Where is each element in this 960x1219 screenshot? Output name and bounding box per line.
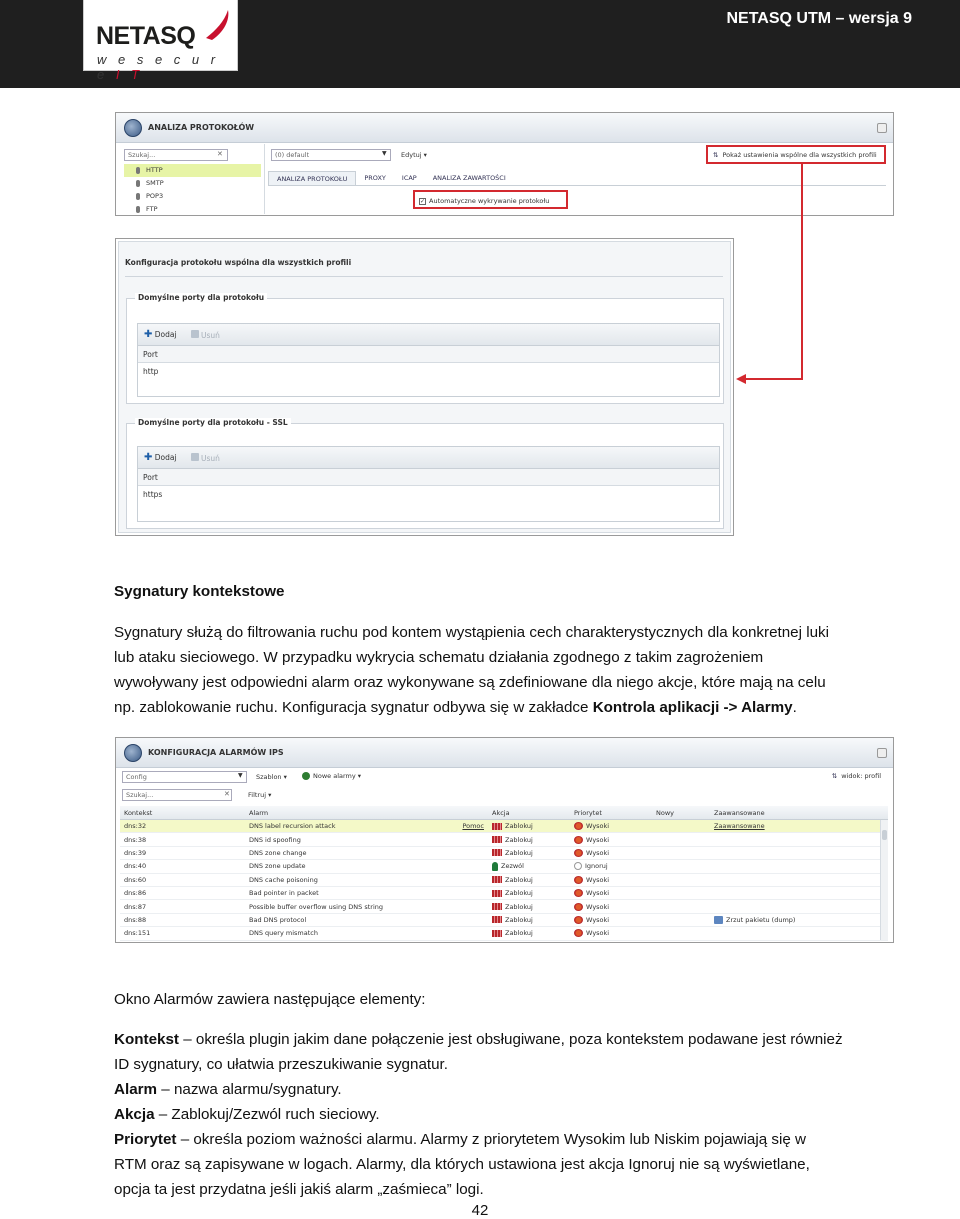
logo-brand: NETASQ [96, 22, 196, 50]
definition: – określa poziom ważności alarmu. Alarmy z priorytetem Wysokim lub Niskim pojawiają się w [176, 1131, 806, 1148]
action-cell[interactable] [488, 876, 570, 884]
priority-high-icon [574, 822, 583, 830]
arrow-connector [730, 160, 810, 390]
ssl-ports-group [126, 418, 724, 529]
template-menu[interactable]: Szablon ▾ [256, 773, 287, 781]
priority-label: Wysoki [586, 875, 610, 884]
advanced-cell[interactable] [710, 822, 870, 830]
definition: – Zablokuj/Zezwól ruch sieciowy. [154, 1106, 380, 1123]
grid-toolbar [138, 447, 719, 469]
add-label: Dodaj [154, 453, 177, 462]
paragraph-line: Sygnatury służą do filtrowania ruchu pod kontem wystąpienia cech charakterystycznych dla konkretnej luki [114, 624, 830, 641]
alarm-name: DNS label recursion attack [249, 822, 336, 831]
column-header-port[interactable]: Port [138, 346, 719, 363]
menu-path: Kontrola aplikacji -> Alarmy [592, 699, 793, 716]
shield-icon [124, 744, 142, 762]
panel-header [116, 113, 893, 143]
alarm-name: DNS zone update [249, 862, 306, 871]
column-header[interactable]: Kontekst [124, 808, 153, 817]
term: Akcja [114, 1106, 155, 1123]
new-alarms-menu[interactable] [302, 772, 361, 780]
priority-label: Wysoki [586, 915, 610, 924]
priority-high-icon [574, 876, 583, 884]
checkbox-icon: ✓ [420, 197, 426, 205]
remove-button[interactable] [191, 330, 220, 340]
intro-paragraph [114, 620, 914, 720]
highlight-box [413, 190, 568, 209]
protocol-list [124, 164, 261, 216]
logo-swoosh-icon [204, 8, 232, 42]
alarm-name: Possible buffer overflow using DNS string [249, 902, 383, 911]
tab-content-analysis[interactable]: ANALIZA ZAWARTOŚCI [432, 174, 506, 182]
page-number: 42 [471, 1202, 489, 1219]
ssl-ports-grid [137, 446, 720, 522]
protocol-item[interactable]: SMTP [124, 177, 261, 190]
action-label: Zablokuj [505, 902, 533, 911]
clear-icon[interactable]: ✕ [217, 150, 223, 158]
table-row[interactable] [120, 847, 888, 860]
priority-cell[interactable] [570, 929, 652, 937]
add-button[interactable] [144, 329, 177, 340]
alarm-cell [245, 862, 488, 870]
block-icon [492, 903, 502, 910]
panel-header [116, 738, 893, 768]
tab-proxy[interactable]: PROXY [364, 174, 386, 182]
config-title: Konfiguracja protokołu wspólna dla wszystkich profili [125, 258, 352, 267]
config-select[interactable]: Config [122, 771, 247, 783]
advanced-link[interactable]: Zaawansowane [714, 822, 765, 831]
paragraph-text: np. zablokowanie ruchu. Konfiguracja sygnatur odbywa się w zakładce [114, 699, 593, 716]
priority-high-icon [574, 889, 583, 897]
plus-icon: ✚ [144, 329, 153, 340]
description-line [114, 1177, 914, 1202]
alarm-cell [245, 889, 488, 897]
block-icon [492, 836, 502, 843]
alarm-cell [245, 849, 488, 857]
action-label: Zablokuj [505, 889, 533, 898]
table-header [120, 806, 888, 820]
protocol-tabs [268, 171, 514, 185]
table-row[interactable] [120, 927, 888, 940]
alarms-table [120, 806, 888, 941]
action-cell[interactable] [488, 836, 570, 844]
priority-cell[interactable] [570, 836, 652, 844]
help-link[interactable]: Pomoc [462, 822, 484, 831]
block-icon [492, 849, 502, 856]
edit-menu[interactable]: Edytuj ▾ [401, 151, 427, 159]
block-icon [492, 916, 502, 923]
tab-icap[interactable]: ICAP [401, 174, 417, 182]
new-icon [302, 772, 310, 780]
action-cell[interactable] [488, 929, 570, 937]
elements-intro: Okno Alarmów zawiera następujące elementy: [114, 991, 426, 1008]
new-alarms-label: Nowe alarmy ▾ [313, 772, 362, 780]
action-cell[interactable] [488, 822, 570, 830]
alarm-cell [245, 822, 488, 830]
priority-label: Ignoruj [585, 862, 608, 871]
block-icon [492, 930, 502, 937]
table-row[interactable] [120, 833, 888, 846]
action-label: Zablokuj [505, 822, 533, 831]
action-cell[interactable] [488, 889, 570, 897]
shield-icon [124, 119, 142, 137]
table-row[interactable] [120, 820, 888, 833]
config-panel [118, 241, 731, 533]
priority-label: Wysoki [586, 848, 610, 857]
scrollbar[interactable] [880, 820, 888, 940]
context-cell: dns:87 [124, 902, 147, 911]
context-cell: dns:88 [124, 915, 147, 924]
document-title: NETASQ UTM – wersja 9 [726, 10, 912, 27]
paragraph-end: . [792, 699, 797, 716]
column-header[interactable]: Zaawansowane [714, 808, 765, 817]
alarm-cell [245, 876, 488, 884]
paragraph-line: lub ataku sieciowego. W przypadku wykrycia schematu działania zgodnego z takim zagrożeniem [114, 649, 764, 666]
context-cell: dns:40 [124, 862, 147, 871]
sync-icon: ⇅ [831, 772, 838, 780]
ignore-icon [574, 862, 582, 870]
alarm-name: DNS query mismatch [249, 929, 318, 938]
panel-title: KONFIGURACJA ALARMÓW IPS [148, 748, 284, 757]
action-label: Zablokuj [505, 848, 533, 857]
action-label: Zablokuj [505, 915, 533, 924]
table-row[interactable] [120, 874, 888, 887]
grid-toolbar [138, 324, 719, 346]
settings-icon[interactable] [877, 748, 887, 758]
ports-group [126, 293, 724, 404]
common-config-screenshot [115, 238, 734, 536]
settings-icon[interactable] [877, 123, 887, 133]
column-header[interactable] [245, 809, 488, 817]
action-label: Zablokuj [505, 875, 533, 884]
add-label: Dodaj [154, 330, 177, 339]
alarm-name: DNS cache poisoning [249, 875, 318, 884]
search-input[interactable]: Szukaj... [122, 789, 232, 801]
scrollbar-thumb[interactable] [882, 830, 887, 840]
description-line [114, 1027, 914, 1052]
tab-protocol-analysis[interactable]: ANALIZA PROTOKOŁU [268, 171, 356, 185]
divider [264, 144, 265, 214]
priority-high-icon [574, 916, 583, 924]
context-cell: dns:86 [124, 889, 147, 898]
protocol-item[interactable]: HTTP [124, 164, 261, 177]
priority-label: Wysoki [586, 902, 610, 911]
section-heading: Sygnatury kontekstowe [114, 583, 285, 600]
profile-select[interactable]: (0) default [271, 149, 391, 161]
action-cell[interactable] [488, 916, 570, 924]
alarm-name: Bad DNS protocol [249, 915, 307, 924]
description-line [114, 1077, 914, 1102]
ports-grid [137, 323, 720, 397]
context-cell: dns:39 [124, 848, 147, 857]
table-row[interactable] [120, 887, 888, 900]
definition: ID sygnatury, co ułatwia przeszukiwanie sygnatur. [114, 1056, 448, 1073]
action-cell[interactable] [488, 862, 570, 871]
group-title: Domyślne porty dla protokołu - SSL [135, 418, 291, 427]
panel-title: ANALIZA PROTOKOŁÓW [148, 123, 255, 132]
table-row[interactable] [120, 860, 888, 873]
alarm-name: DNS id spoofing [249, 835, 301, 844]
search-input[interactable]: Szukaj... [124, 149, 228, 161]
definition: – nazwa alarmu/sygnatury. [157, 1081, 342, 1098]
description-line [114, 1127, 914, 1152]
description-line [114, 1102, 914, 1127]
netasq-logo [83, 0, 238, 82]
ips-alarms-screenshot [115, 737, 894, 943]
column-header[interactable]: Priorytet [574, 808, 602, 817]
alarm-cell [245, 916, 488, 924]
block-icon [492, 823, 502, 830]
priority-high-icon [574, 903, 583, 911]
advanced-label: Zrzut pakietu (dump) [726, 915, 796, 924]
definition: opcja ta jest przydatna jeśli jakiś alarm „zaśmieca” logi. [114, 1181, 484, 1198]
priority-cell[interactable] [570, 876, 652, 884]
show-common-label: Pokaż ustawienia wspólne dla wszystkich profili [722, 151, 877, 159]
remove-button[interactable] [191, 453, 220, 463]
context-cell: dns:151 [124, 929, 151, 938]
term: Alarm [114, 1081, 158, 1098]
priority-label: Wysoki [586, 889, 610, 898]
description-line [114, 1052, 914, 1077]
table-row[interactable] [120, 914, 888, 927]
elements-list [114, 1027, 914, 1202]
allow-icon [492, 862, 498, 871]
view-label: widok: profil [841, 772, 881, 780]
remove-label: Usuń [200, 330, 220, 340]
priority-cell[interactable] [570, 822, 652, 830]
dump-icon [714, 916, 723, 924]
definition: – określa plugin jakim dane połączenie jest obsługiwane, poza kontekstem podawane jest również [178, 1031, 843, 1048]
divider [125, 276, 723, 277]
priority-cell[interactable] [570, 849, 652, 857]
column-header-label: Alarm [249, 808, 269, 817]
auto-detect-label: Automatyczne wykrywanie protokołu [429, 197, 550, 205]
chevron-down-icon[interactable]: ▼ [238, 772, 243, 779]
priority-cell[interactable] [570, 889, 652, 897]
priority-cell[interactable] [570, 916, 652, 924]
group-title: Domyślne porty dla protokołu [135, 293, 267, 302]
action-cell[interactable] [488, 849, 570, 857]
description-line [114, 1152, 914, 1177]
context-cell: dns:60 [124, 875, 147, 884]
priority-high-icon [574, 836, 583, 844]
action-cell[interactable] [488, 903, 570, 911]
block-icon [492, 876, 502, 883]
priority-high-icon [574, 929, 583, 937]
alarm-cell [245, 929, 488, 937]
column-header[interactable]: Akcja [492, 808, 510, 817]
definition: RTM oraz są zapisywane w logach. Alarmy, dla których ustawiona jest akcja Ignoruj nie są wyświetlane, [114, 1156, 810, 1173]
column-header-port[interactable]: Port [138, 469, 719, 486]
column-header[interactable]: Nowy [656, 808, 675, 817]
chevron-down-icon[interactable]: ▼ [382, 150, 387, 157]
priority-label: Wysoki [586, 929, 610, 938]
alarm-cell [245, 836, 488, 844]
clear-icon[interactable]: ✕ [224, 790, 230, 798]
alarm-name: Bad pointer in packet [249, 889, 319, 898]
table-row[interactable]: https [143, 490, 163, 499]
priority-cell[interactable] [570, 903, 652, 911]
logo-tagline: w e s e c u r e I T [97, 52, 220, 82]
page-header [0, 0, 960, 88]
sync-icon: ⇅ [713, 151, 719, 159]
protocol-item[interactable]: FTP [124, 203, 261, 216]
paragraph-line: wywoływany jest odpowiedni alarm oraz wykonywane są zdefiniowane dla niego akcje, które mają na celu [114, 674, 826, 691]
priority-high-icon [574, 849, 583, 857]
delete-icon [191, 453, 199, 461]
term: Kontekst [114, 1031, 179, 1048]
add-button[interactable] [144, 452, 177, 463]
context-cell: dns:32 [124, 822, 147, 831]
priority-label: Wysoki [586, 822, 610, 831]
context-cell: dns:38 [124, 835, 147, 844]
plus-icon: ✚ [144, 452, 153, 463]
action-label: Zablokuj [505, 835, 533, 844]
filter-menu[interactable]: Filtruj ▾ [248, 791, 272, 799]
paragraph-line [114, 695, 914, 720]
protocol-item[interactable]: POP3 [124, 190, 261, 203]
remove-label: Usuń [200, 453, 220, 463]
alarm-cell [245, 903, 488, 911]
table-body [120, 820, 888, 941]
action-label: Zablokuj [505, 929, 533, 938]
table-row[interactable]: http [143, 367, 159, 376]
block-icon [492, 890, 502, 897]
action-label: Zezwól [501, 862, 524, 871]
advanced-cell[interactable] [710, 916, 870, 924]
term: Priorytet [114, 1131, 177, 1148]
table-row[interactable] [120, 900, 888, 913]
alarm-name: DNS zone change [249, 848, 307, 857]
priority-cell[interactable] [570, 862, 652, 870]
delete-icon [191, 330, 199, 338]
view-toggle[interactable] [832, 772, 881, 780]
priority-label: Wysoki [586, 835, 610, 844]
